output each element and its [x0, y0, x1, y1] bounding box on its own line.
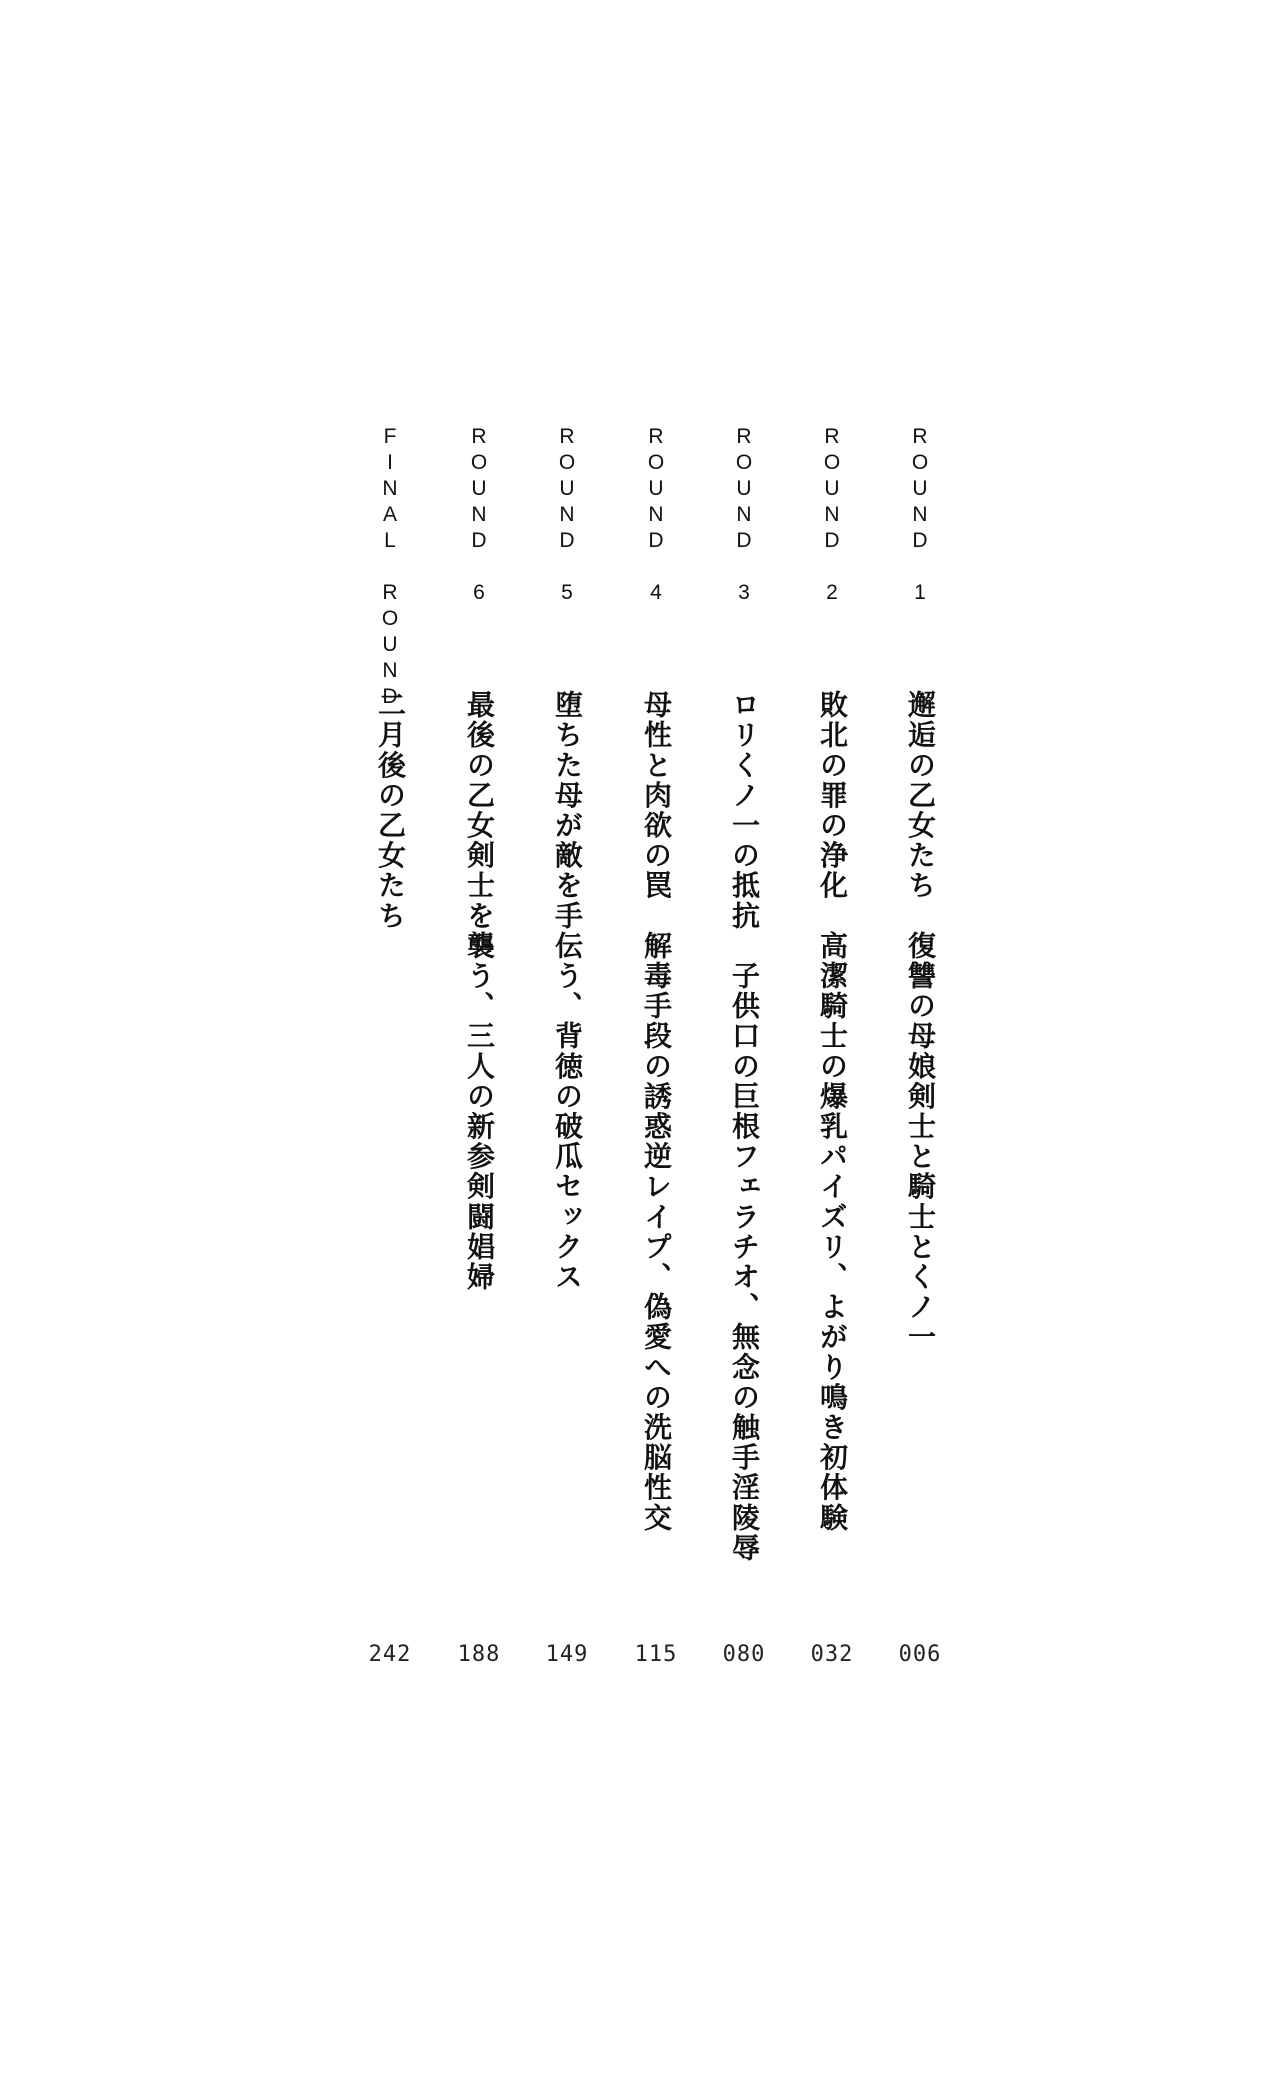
page-number: 149	[545, 1642, 589, 1667]
page-number: 242	[368, 1642, 412, 1667]
toc-entry-round-3[interactable]	[699, 0, 789, 2093]
page-number: 006	[898, 1642, 942, 1667]
round-label: ROUND 1	[908, 425, 932, 607]
page-number: 080	[722, 1642, 766, 1667]
chapter-title: 敗北の罪の浄化 高潔騎士の爆乳パイズリ、よがり鳴き初体験	[816, 690, 849, 1533]
chapter-title: 邂逅の乙女たち 復讐の母娘剣士と騎士とくノ一	[904, 690, 937, 1353]
toc-entry-round-4[interactable]	[611, 0, 701, 2093]
round-label: ROUND 2	[820, 425, 844, 607]
round-label: ROUND 5	[555, 425, 579, 607]
page-number: 115	[634, 1642, 678, 1667]
toc-entry-round-1[interactable]	[875, 0, 965, 2093]
chapter-title: ロリくノ一の抵抗 子供口の巨根フェラチオ、無念の触手淫陵辱	[728, 690, 761, 1563]
page-number: 188	[457, 1642, 501, 1667]
round-label: ROUND 3	[732, 425, 756, 607]
toc-entry-round-2[interactable]	[787, 0, 877, 2093]
round-label: ROUND 6	[467, 425, 491, 607]
toc-entry-round-5[interactable]	[522, 0, 612, 2093]
chapter-title: 最後の乙女剣士を襲う、三人の新参剣闘娼婦	[463, 690, 496, 1292]
page-number: 032	[810, 1642, 854, 1667]
toc-entry-round-6[interactable]	[434, 0, 524, 2093]
toc-entry-final-round[interactable]	[345, 0, 435, 2093]
chapter-title: 堕ちた母が敵を手伝う、背徳の破瓜セックス	[551, 690, 584, 1292]
chapter-title: 母性と肉欲の罠 解毒手段の誘惑逆レイプ、偽愛への洗脳性交	[640, 690, 673, 1533]
round-label: FINAL ROUND	[378, 425, 402, 711]
chapter-title: 二月後の乙女たち	[374, 690, 407, 931]
round-label: ROUND 4	[644, 425, 668, 607]
